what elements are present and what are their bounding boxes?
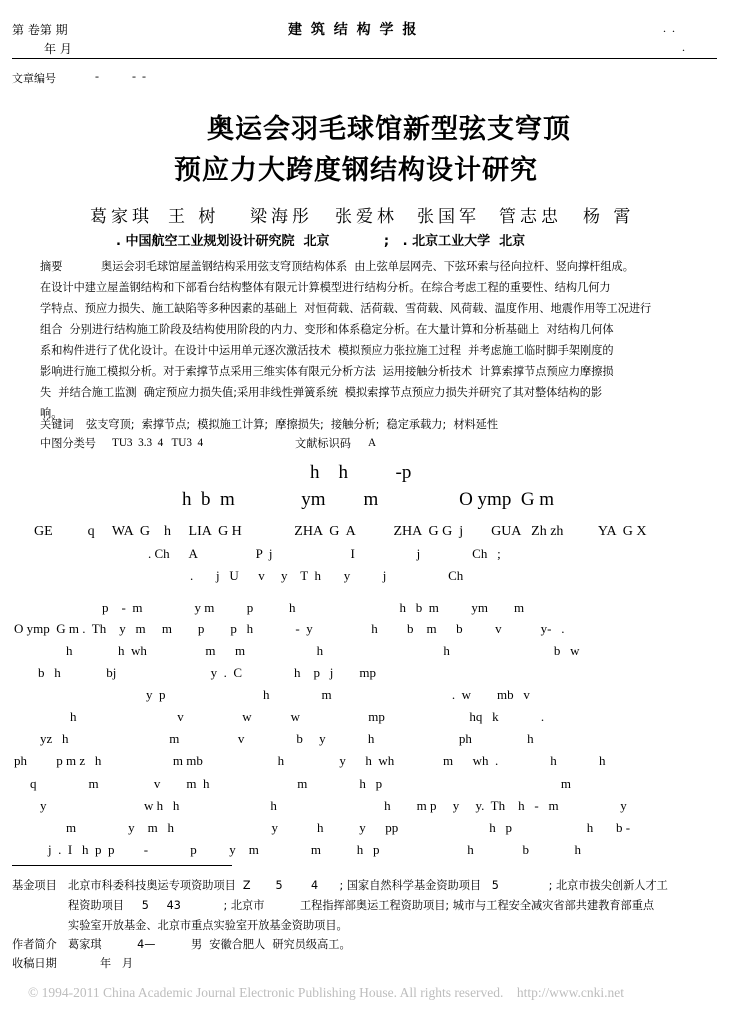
en-abstract-line: ph p m z h m mb h y h wh m wh . h h bbox=[14, 753, 606, 768]
fund-line: 北京市科委科技奥运专项资助项目 Z 5 4 ; 国家自然科学基金资助项目 5 ; 北京市拔尖创新人才工 bbox=[68, 879, 668, 892]
journal-date-en: . bbox=[682, 40, 685, 54]
en-abstract-line: m y m h y h y pp h p h b - bbox=[66, 820, 631, 835]
author-7: 杨 霄 bbox=[583, 207, 635, 227]
article-number-value: - - - bbox=[95, 69, 146, 83]
en-title-line2: h b m ym m O ymp G m bbox=[182, 489, 555, 510]
en-affiliation-2: . j U v y T h y j Ch bbox=[190, 568, 464, 583]
author-3: 梁海彤 bbox=[250, 207, 313, 227]
en-abstract-line: b h bj y . C h p j mp bbox=[38, 665, 377, 680]
doc-code-label: 文献标识码 bbox=[295, 437, 351, 450]
journal-name: 建 筑 结 构 学 报 bbox=[288, 22, 419, 38]
clc-label: 中图分类号 bbox=[40, 437, 96, 450]
keywords-label: 关键词 bbox=[40, 418, 74, 431]
journal-vol-en: . . bbox=[663, 21, 675, 35]
en-abstract-line: h h wh m m h h b w bbox=[66, 643, 580, 658]
en-abstract-line: O ymp G m . Th y m m p p h - y h b m b v y- . bbox=[14, 621, 565, 636]
author-2: 王 树 bbox=[168, 207, 220, 227]
en-abstract-line: yz h m v b y h ph h bbox=[40, 731, 534, 746]
author-bio: 葛家琪 4— 男 安徽合肥人 研究员级高工。 bbox=[68, 938, 351, 951]
en-abstract-line: p - m y m p h h b m ym m bbox=[102, 600, 525, 615]
abstract-line: 系和构件进行了优化设计。在设计中运用单元逐次激活技术 模拟预应力张拉施工过程 并考虑施工临时脚手架刚度的 bbox=[40, 344, 614, 357]
author-bio-label: 作者简介 bbox=[12, 938, 57, 951]
abstract-line: 组合 分别进行结构施工阶段及结构使用阶段的内力、变形和体系稳定分析。在大量计算和分析基础上 对结构几何体 bbox=[40, 323, 614, 336]
footnote-rule bbox=[12, 865, 232, 866]
title-line1: 奥运会羽毛球馆新型弦支穹顶 bbox=[207, 114, 571, 145]
author-6: 管志忠 bbox=[499, 207, 562, 227]
fund-line: 实验室开放基金、北京市重点实验室开放基金资助项目。 bbox=[68, 919, 348, 932]
clc-number: TU3 3.3 4 TU3 4 bbox=[112, 437, 204, 449]
issue-volume: 第 卷第 期 bbox=[12, 23, 68, 37]
abstract-line: 学特点、预应力损失、施工缺陷等多种因素的基础上 对恒荷载、活荷载、雪荷载、风荷载、温度作用、地震作用等工况进行 bbox=[40, 302, 652, 315]
en-title-line1: h h -p bbox=[310, 462, 412, 483]
en-abstract-line: y w h h h h m p y y. Th h - m y bbox=[40, 798, 627, 813]
en-abstract-line: q m v m h m h p m bbox=[30, 776, 571, 791]
copyright-watermark: © 1994-2011 China Academic Journal Electronic Publishing House. All rights reserved. http://www.cnki.net bbox=[28, 985, 625, 1000]
abstract-line: 失 并结合施工监测 确定预应力损失值;采用非线性弹簧系统 模拟索撑节点预应力损失并研究了其对整体结构的影 bbox=[40, 386, 603, 399]
keywords: 弦支穹顶; 索撑节点; 模拟施工计算; 摩擦损失; 接触分析; 稳定承载力; 材料延性 bbox=[86, 418, 499, 431]
received-label: 收稿日期 bbox=[12, 957, 57, 970]
fund-label: 基金项目 bbox=[12, 879, 57, 892]
abstract-label: 摘要 bbox=[40, 260, 63, 273]
en-affiliation-1: . Ch A P j I j Ch ; bbox=[148, 546, 501, 561]
issue-date: 年 月 bbox=[44, 42, 72, 56]
title-line2: 预应力大跨度钢结构设计研究 bbox=[174, 155, 538, 186]
header-rule bbox=[12, 58, 717, 59]
en-abstract-line: h v w w mp hq k . bbox=[70, 709, 545, 724]
author-1: 葛家琪 bbox=[90, 207, 153, 227]
author-5: 张国军 bbox=[417, 207, 480, 227]
article-number-label: 文章编号 bbox=[12, 72, 56, 85]
affiliation: . 中国航空工业规划设计研究院 北京 ; . 北京工业大学 北京 bbox=[116, 234, 526, 249]
author-4: 张爱林 bbox=[335, 207, 398, 227]
doc-code: A bbox=[368, 437, 377, 449]
abstract-line: 在设计中建立屋盖钢结构和下部看台结构整体有限元计算模型进行结构分析。在综合考虑工程的重要性、结构几何力 bbox=[40, 281, 611, 294]
abstract-line: 影响进行施工模拟分析。对于索撑节点采用三维实体有限元分析方法 运用接触分析技术 计算索撑节点预应力摩擦损 bbox=[40, 365, 614, 378]
en-authors: GE q WA G h LIA G H ZHA G A ZHA G G j GUA Zh zh YA G X bbox=[34, 524, 647, 539]
received-date: 年 月 bbox=[100, 957, 134, 970]
abstract-line: 奥运会羽毛球馆屋盖钢结构采用弦支穹顶结构体系 由上弦单层网壳、下弦环索与径向拉杆、竖向撑杆组成。 bbox=[101, 260, 634, 273]
en-abstract-line: j . I h p p - p y m m h p h b h bbox=[48, 842, 581, 857]
abstract-line: 响。 bbox=[40, 407, 63, 420]
fund-line: 程资助项目 5 43 ; 北京市 工程指挥部奥运工程资助项目; 城市与工程安全减灾省部共建教育部重点 bbox=[68, 899, 655, 912]
en-abstract-line: y p h m . w mb v bbox=[146, 687, 530, 702]
